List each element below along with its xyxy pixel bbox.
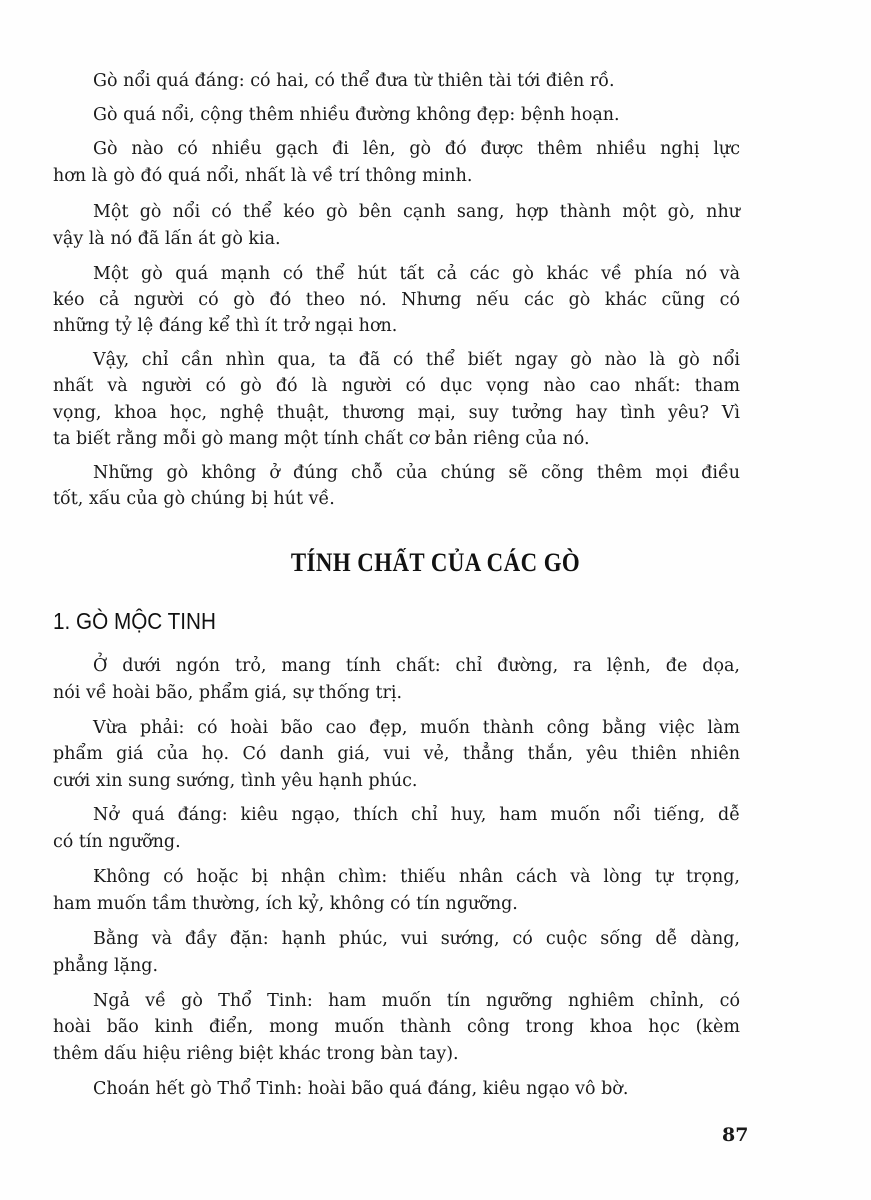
page-number: 87 (722, 1124, 749, 1146)
paragraph-line: Vậy, chỉ cần nhìn qua, ta đã có thể biết ngay gò nào là gò nổi (93, 350, 740, 370)
paragraph-line: những tỷ lệ đáng kể thì ít trở ngại hơn. (53, 316, 398, 336)
paragraph-line: Một gò nổi có thể kéo gò bên cạnh sang, hợp thành một gò, như (93, 202, 740, 222)
paragraph-line: vọng, khoa học, nghệ thuật, thương mại, suy tưởng hay tình yêu? Vì (53, 403, 740, 423)
paragraph-line: ham muốn tầm thường, ích kỷ, không có tín ngưỡng. (53, 894, 518, 914)
paragraph-line: hơn là gò đó quá nổi, nhất là về trí thông minh. (53, 166, 473, 186)
paragraph-line: ta biết rằng mỗi gò mang một tính chất cơ bản riêng của nó. (53, 429, 590, 449)
paragraph-line: Ngả về gò Thổ Tinh: ham muốn tín ngưỡng nghiêm chỉnh, có (93, 991, 740, 1011)
paragraph-line: Choán hết gò Thổ Tinh: hoài bão quá đáng, kiêu ngạo vô bờ. (93, 1079, 629, 1099)
paragraph-line: vậy là nó đã lấn át gò kia. (53, 229, 281, 249)
paragraph-line: cưới xin sung sướng, tình yêu hạnh phúc. (53, 771, 418, 791)
paragraph-line: nhất và người có gò đó là người có dục vọng nào cao nhất: tham (53, 376, 740, 396)
paragraph-line: kéo cả người có gò đó theo nó. Nhưng nếu các gò khác cũng có (53, 290, 740, 310)
paragraph-line: phẳng lặng. (53, 956, 159, 976)
paragraph-line: hoài bão kinh điển, mong muốn thành công trong khoa học (kèm (53, 1017, 740, 1037)
paragraph-line: Vừa phải: có hoài bão cao đẹp, muốn thành công bằng việc làm (93, 718, 740, 738)
paragraph-line: nói về hoài bão, phẩm giá, sự thống trị. (53, 683, 403, 703)
section-heading: 1. GÒ MỘC TINH (53, 608, 216, 634)
paragraph-line: Gò quá nổi, cộng thêm nhiều đường không đẹp: bệnh hoạn. (93, 105, 620, 125)
paragraph-line: Những gò không ở đúng chỗ của chúng sẽ cõng thêm mọi điều (93, 463, 740, 483)
paragraph-line: Gò nổi quá đáng: có hai, có thể đưa từ thiên tài tới điên rồ. (93, 71, 615, 91)
paragraph-line: Ở dưới ngón trỏ, mang tính chất: chỉ đường, ra lệnh, đe dọa, (93, 656, 740, 676)
chapter-title: TÍNH CHẤT CỦA CÁC GÒ (290, 548, 581, 577)
paragraph-line: Không có hoặc bị nhận chìm: thiếu nhân cách và lòng tự trọng, (93, 867, 740, 887)
paragraph-line: tốt, xấu của gò chúng bị hút về. (53, 489, 335, 509)
paragraph-line: thêm dấu hiệu riêng biệt khác trong bàn tay). (53, 1044, 459, 1064)
paragraph-line: Nở quá đáng: kiêu ngạo, thích chỉ huy, ham muốn nổi tiếng, dễ (93, 805, 740, 825)
paragraph-line: Bằng và đầy đặn: hạnh phúc, vui sướng, có cuộc sống dễ dàng, (93, 929, 740, 949)
paragraph-line: phẩm giá của họ. Có danh giá, vui vẻ, thẳng thắn, yêu thiên nhiên (53, 744, 740, 764)
paragraph-line: Một gò quá mạnh có thể hút tất cả các gò khác về phía nó và (93, 264, 740, 284)
paragraph-line: Gò nào có nhiều gạch đi lên, gò đó được thêm nhiều nghị lực (93, 139, 740, 159)
paragraph-line: có tín ngưỡng. (53, 832, 181, 852)
